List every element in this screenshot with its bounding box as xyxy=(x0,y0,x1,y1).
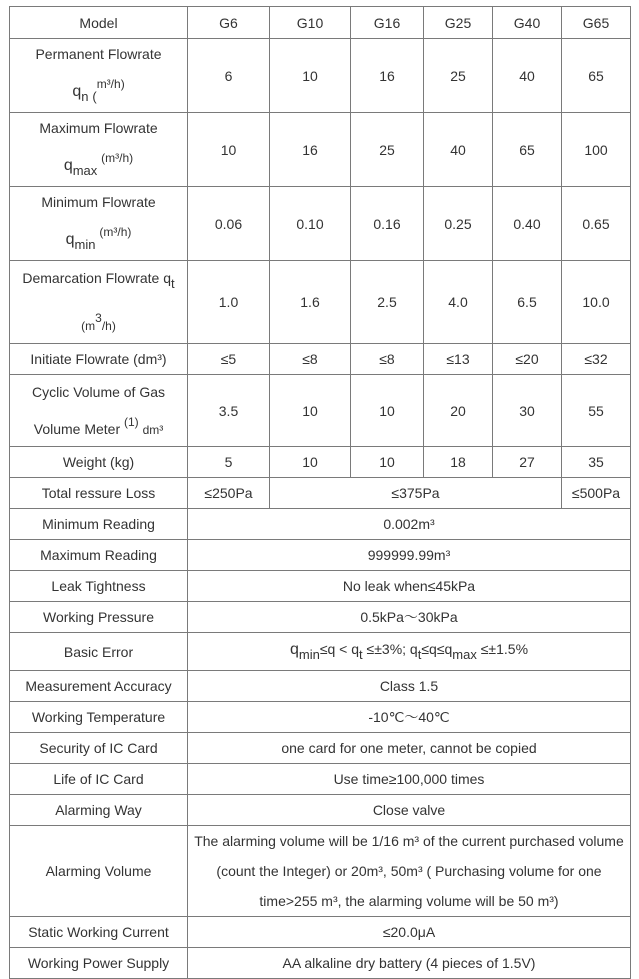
power-supply-label: Working Power Supply xyxy=(10,948,188,979)
maximum-flowrate-value: 100 xyxy=(562,113,631,187)
initiate-flowrate-value: ≤13 xyxy=(424,344,493,375)
pressure-loss-g6: ≤250Pa xyxy=(188,478,270,509)
weight-value: 10 xyxy=(351,447,424,478)
demarcation-flowrate-unit-sup: 3 xyxy=(95,311,102,325)
cyclic-volume-unit: dm³ xyxy=(142,422,164,437)
maximum-flowrate-title: Maximum Flowrate xyxy=(39,120,158,136)
permanent-flowrate-subscript: n xyxy=(81,89,89,104)
permanent-flowrate-value: 40 xyxy=(493,39,562,113)
minimum-flowrate-value: 0.06 xyxy=(188,187,270,261)
demarcation-flowrate-label xyxy=(10,261,188,344)
minimum-flowrate-subscript: min xyxy=(74,237,96,252)
pressure-loss-g65: ≤500Pa xyxy=(562,478,631,509)
minimum-flowrate-title: Minimum Flowrate xyxy=(41,194,156,210)
cyclic-volume-value: 3.5 xyxy=(188,375,270,447)
weight-row xyxy=(10,447,631,478)
permanent-flowrate-value: 16 xyxy=(351,39,424,113)
max-reading-label: Maximum Reading xyxy=(10,540,188,571)
initiate-flowrate-value: ≤8 xyxy=(351,344,424,375)
demarcation-flowrate-unit-open: (m xyxy=(81,319,96,333)
cyclic-volume-value: 30 xyxy=(493,375,562,447)
working-pressure-row xyxy=(10,602,631,633)
permanent-flowrate-value: 65 xyxy=(562,39,631,113)
alarm-volume-label: Alarming Volume xyxy=(10,826,188,917)
basic-error-sub-t: t xyxy=(417,647,422,662)
leak-tightness-row xyxy=(10,571,631,602)
weight-label: Weight (kg) xyxy=(10,447,188,478)
max-reading-row xyxy=(10,540,631,571)
weight-value: 35 xyxy=(562,447,631,478)
spec-table xyxy=(9,6,631,979)
static-current-value: ≤20.0μA xyxy=(188,917,631,948)
maximum-flowrate-unit: (m³/h) xyxy=(101,151,134,165)
model-g6: G6 xyxy=(188,7,270,39)
temperature-label: Working Temperature xyxy=(10,702,188,733)
demarcation-flowrate-value: 1.6 xyxy=(270,261,351,344)
initiate-flowrate-label: Initiate Flowrate (dm³) xyxy=(10,344,188,375)
basic-error-part: ≤±1.5% xyxy=(476,641,529,657)
model-g25: G25 xyxy=(424,7,493,39)
cyclic-volume-label xyxy=(10,375,188,447)
maximum-flowrate-row xyxy=(10,113,631,187)
cyclic-volume-value: 10 xyxy=(351,375,424,447)
cyclic-volume-line2: Volume Meter xyxy=(33,420,121,437)
initiate-flowrate-value: ≤5 xyxy=(188,344,270,375)
working-pressure-label: Working Pressure xyxy=(10,602,188,633)
pressure-loss-label: Total ressure Loss xyxy=(10,478,188,509)
demarcation-flowrate-value: 6.5 xyxy=(493,261,562,344)
min-reading-row xyxy=(10,509,631,540)
alarm-volume-value xyxy=(188,826,631,917)
maximum-flowrate-value: 65 xyxy=(493,113,562,187)
accuracy-value: Class 1.5 xyxy=(188,671,631,702)
basic-error-part: ≤q < q xyxy=(319,641,360,657)
model-g16: G16 xyxy=(351,7,424,39)
min-reading-label: Minimum Reading xyxy=(10,509,188,540)
maximum-flowrate-value: 40 xyxy=(424,113,493,187)
model-g10: G10 xyxy=(270,7,351,39)
alarm-way-label: Alarming Way xyxy=(10,795,188,826)
power-supply-value: AA alkaline dry battery (4 pieces of 1.5V) xyxy=(188,948,631,979)
minimum-flowrate-symbol: q xyxy=(65,231,75,248)
initiate-flowrate-value: ≤20 xyxy=(493,344,562,375)
basic-error-part: ≤q≤q xyxy=(421,641,453,657)
min-reading-value: 0.002m³ xyxy=(188,509,631,540)
basic-error-q: q xyxy=(289,641,299,658)
max-reading-value: 999999.99m³ xyxy=(188,540,631,571)
cyclic-volume-title: Cyclic Volume of Gas xyxy=(31,383,166,400)
static-current-row xyxy=(10,917,631,948)
ic-security-label: Security of IC Card xyxy=(10,733,188,764)
demarcation-flowrate-value: 4.0 xyxy=(424,261,493,344)
cyclic-volume-row xyxy=(10,375,631,447)
maximum-flowrate-value: 16 xyxy=(270,113,351,187)
pressure-loss-row xyxy=(10,478,631,509)
cyclic-volume-value: 20 xyxy=(424,375,493,447)
accuracy-row xyxy=(10,671,631,702)
ic-life-row xyxy=(10,764,631,795)
model-g40: G40 xyxy=(493,7,562,39)
basic-error-part: ≤±3%; q xyxy=(362,641,418,657)
alarm-volume-line: The alarming volume will be 1/16 m³ of the current purchased volume xyxy=(194,833,624,849)
initiate-flowrate-value: ≤32 xyxy=(562,344,631,375)
alarm-volume-line: time>255 m³, the alarming volume will be 50 m³) xyxy=(259,893,559,909)
cyclic-volume-value: 55 xyxy=(562,375,631,447)
maximum-flowrate-subscript: max xyxy=(72,163,98,178)
permanent-flowrate-value: 25 xyxy=(424,39,493,113)
static-current-label: Static Working Current xyxy=(10,917,188,948)
ic-security-row xyxy=(10,733,631,764)
minimum-flowrate-value: 0.25 xyxy=(424,187,493,261)
basic-error-row xyxy=(10,633,631,671)
minimum-flowrate-value: 0.16 xyxy=(351,187,424,261)
header-row xyxy=(10,7,631,39)
basic-error-sub-max: max xyxy=(452,647,477,662)
minimum-flowrate-value: 0.65 xyxy=(562,187,631,261)
demarcation-flowrate-row xyxy=(10,261,631,344)
minimum-flowrate-value: 0.10 xyxy=(270,187,351,261)
permanent-flowrate-unit: m³/h) xyxy=(96,77,125,91)
accuracy-label: Measurement Accuracy xyxy=(10,671,188,702)
basic-error-sub-min: min xyxy=(298,647,320,662)
minimum-flowrate-unit: (m³/h) xyxy=(99,225,132,239)
weight-value: 27 xyxy=(493,447,562,478)
alarm-way-row xyxy=(10,795,631,826)
ic-life-label: Life of IC Card xyxy=(10,764,188,795)
permanent-flowrate-row xyxy=(10,39,631,113)
power-supply-row xyxy=(10,948,631,979)
permanent-flowrate-symbol: q xyxy=(72,83,82,100)
maximum-flowrate-label xyxy=(10,113,188,187)
minimum-flowrate-label xyxy=(10,187,188,261)
model-g65: G65 xyxy=(562,7,631,39)
working-pressure-value: 0.5kPa～30kPa xyxy=(188,602,631,633)
maximum-flowrate-symbol: q xyxy=(63,157,73,174)
weight-value: 10 xyxy=(270,447,351,478)
maximum-flowrate-value: 10 xyxy=(188,113,270,187)
minimum-flowrate-value: 0.40 xyxy=(493,187,562,261)
permanent-flowrate-paren: ( xyxy=(92,89,97,104)
basic-error-label: Basic Error xyxy=(10,633,188,671)
permanent-flowrate-value: 6 xyxy=(188,39,270,113)
demarcation-flowrate-value: 1.0 xyxy=(188,261,270,344)
permanent-flowrate-title: Permanent Flowrate xyxy=(35,46,162,62)
demarcation-flowrate-value: 10.0 xyxy=(562,261,631,344)
cyclic-volume-value: 10 xyxy=(270,375,351,447)
demarcation-flowrate-unit-close: /h) xyxy=(101,319,116,333)
ic-security-value: one card for one meter, cannot be copied xyxy=(188,733,631,764)
weight-value: 5 xyxy=(188,447,270,478)
temperature-value: -10℃～40℃ xyxy=(188,702,631,733)
demarcation-flowrate-value: 2.5 xyxy=(351,261,424,344)
weight-value: 18 xyxy=(424,447,493,478)
demarcation-flowrate-subscript: t xyxy=(171,276,175,291)
basic-error-sub-t: t xyxy=(359,647,363,662)
leak-tightness-value: No leak when≤45kPa xyxy=(188,571,631,602)
permanent-flowrate-label xyxy=(10,39,188,113)
alarm-volume-row xyxy=(10,826,631,917)
minimum-flowrate-row xyxy=(10,187,631,261)
temperature-row xyxy=(10,702,631,733)
maximum-flowrate-value: 25 xyxy=(351,113,424,187)
basic-error-value xyxy=(188,633,631,671)
ic-life-value: Use time≥100,000 times xyxy=(188,764,631,795)
alarm-volume-line: (count the Integer) or 20m³, 50m³ ( Purchasing volume for one xyxy=(216,863,602,879)
alarm-way-value: Close valve xyxy=(188,795,631,826)
model-header: Model xyxy=(10,7,188,39)
permanent-flowrate-value: 10 xyxy=(270,39,351,113)
initiate-flowrate-row xyxy=(10,344,631,375)
demarcation-flowrate-title: Demarcation Flowrate q xyxy=(22,270,171,286)
initiate-flowrate-value: ≤8 xyxy=(270,344,351,375)
pressure-loss-mid: ≤375Pa xyxy=(270,478,562,509)
cyclic-volume-footnote: (1) xyxy=(124,414,139,429)
leak-tightness-label: Leak Tightness xyxy=(10,571,188,602)
